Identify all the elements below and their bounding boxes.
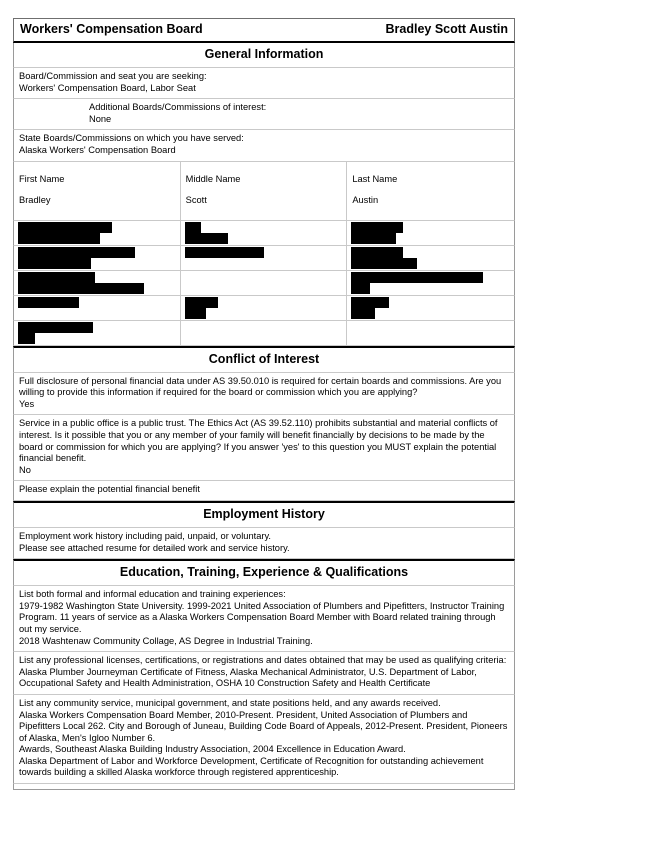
seat-seeking-value: Workers' Compensation Board, Labor Seat [19, 82, 196, 93]
additional-boards-value: None [89, 113, 112, 124]
seat-seeking-label: Board/Commission and seat you are seeking: [19, 71, 207, 81]
financial-disclosure-answer: Yes [19, 398, 35, 409]
redacted-row [13, 246, 515, 271]
middle-name-label: Middle Name [185, 173, 241, 184]
employment-history-prompt: Employment work history including paid, unpaid, or voluntary. [19, 530, 272, 541]
redacted-cell [347, 246, 514, 270]
field-community-service [13, 695, 515, 784]
redacted-personal-info-block [13, 221, 515, 346]
redacted-cell [181, 296, 348, 320]
field-additional-boards [13, 99, 515, 130]
redacted-cell [181, 221, 348, 245]
redaction-bar [18, 247, 135, 258]
first-name-label: First Name [19, 173, 65, 184]
form-bottom-edge [13, 784, 515, 790]
redacted-row [13, 271, 515, 296]
redaction-bar [185, 247, 264, 258]
last-name-label: Last Name [352, 173, 398, 184]
financial-disclosure-question: Full disclosure of personal financial data under AS 39.50.010 is required for certain boards and commissions. Are you willing to provide this information if required for the board or commission which you are applying? [19, 375, 502, 398]
field-education-training [13, 586, 515, 652]
field-seat-seeking [13, 68, 515, 99]
explain-benefit-label: Please explain the potential financial benefit [19, 484, 200, 495]
redaction-bar [18, 233, 100, 244]
redacted-row [13, 321, 515, 346]
redaction-bar [351, 308, 375, 319]
redaction-bar [18, 258, 91, 269]
first-name-value: Bradley [19, 194, 51, 205]
field-middle-name [181, 162, 348, 220]
redacted-cell [14, 296, 181, 320]
form-header [13, 18, 515, 43]
redacted-cell [347, 296, 514, 320]
field-boards-served [13, 130, 515, 161]
redacted-cell [14, 221, 181, 245]
redacted-cell [181, 246, 348, 270]
section-title-conflict-of-interest: Conflict of Interest [13, 346, 515, 373]
redaction-bar [18, 322, 93, 333]
last-name-value: Austin [352, 194, 379, 205]
redaction-bar [351, 272, 483, 283]
education-training-answer-2: 2018 Washtenaw Community Collage, AS Degree in Industrial Training. [19, 635, 313, 646]
redaction-bar [18, 283, 144, 294]
redacted-cell [14, 271, 181, 295]
boards-served-value: Alaska Workers' Compensation Board [19, 144, 176, 155]
community-service-answer-2: Awards, Southeast Alaska Building Industry Association, 2004 Excellence in Education Award. [19, 744, 406, 755]
education-training-answer-1: 1979-1982 Washington State University. 1999-2021 United Association of Plumbers and Pipefitters, Instructor Training Program. 11 years of service as a Alaska Workers Compensation Board Member with Board related training through out my service. [19, 600, 505, 634]
ethics-act-answer: No [19, 464, 31, 475]
employment-history-answer: Please see attached resume for detailed work and service history. [19, 542, 290, 553]
name-fields-row [13, 162, 515, 221]
redacted-row [13, 221, 515, 246]
redaction-bar [18, 272, 95, 283]
field-last-name [347, 162, 514, 220]
redaction-bar [185, 233, 228, 244]
redaction-bar [18, 222, 112, 233]
additional-boards-label: Additional Boards/Commissions of interest: [89, 102, 267, 113]
field-ethics-act [13, 415, 515, 481]
professional-licenses-answer: Alaska Plumber Journeyman Certificate of Fitness, Alaska Mechanical Administrator, U.S. Department of Labor, Occupational Safety and Health Administration, OSHA 10 Construction Safety and Health Certificate [19, 666, 477, 689]
field-first-name [14, 162, 181, 220]
redaction-bar [351, 247, 403, 258]
redaction-bar [185, 297, 218, 308]
redaction-bar [185, 222, 201, 233]
field-professional-licenses [13, 652, 515, 695]
redaction-bar [351, 297, 389, 308]
redacted-cell [347, 271, 514, 295]
redaction-bar [351, 283, 370, 294]
redacted-cell [347, 321, 514, 345]
field-employment-history [13, 528, 515, 559]
board-name-title: Workers' Compensation Board [20, 22, 203, 36]
redacted-cell [14, 246, 181, 270]
ethics-act-question: Service in a public office is a public trust. The Ethics Act (AS 39.52.110) prohibits substantial and material conflicts of interest. Is it possible that you or any member of your family will benefit financially by decisions to be made by the board or commission for which you are applying? If you answer 'yes' to this question you MUST explain the potential financial benefit. [19, 418, 498, 464]
redaction-bar [18, 297, 79, 308]
section-title-employment-history: Employment History [13, 501, 515, 528]
redacted-cell [181, 321, 348, 345]
redacted-cell [181, 271, 348, 295]
redacted-row [13, 296, 515, 321]
redaction-bar [351, 233, 396, 244]
boards-served-label: State Boards/Commissions on which you have served: [19, 133, 244, 144]
community-service-prompt: List any community service, municipal government, and state positions held, and any awards received. [19, 697, 441, 708]
section-title-education: Education, Training, Experience & Qualifications [13, 559, 515, 586]
redaction-bar [185, 308, 206, 319]
redacted-cell [347, 221, 514, 245]
professional-licenses-prompt: List any professional licenses, certifications, or registrations and dates obtained that may be used as qualifying criteria: [19, 655, 507, 666]
redaction-bar [351, 222, 403, 233]
applicant-name-title: Bradley Scott Austin [385, 22, 508, 36]
middle-name-value: Scott [185, 194, 207, 205]
redaction-bar [18, 333, 35, 344]
field-explain-benefit [13, 481, 515, 501]
redacted-cell [14, 321, 181, 345]
field-financial-disclosure [13, 373, 515, 416]
education-training-prompt: List both formal and informal education and training experiences: [19, 589, 286, 600]
community-service-answer-3: Alaska Department of Labor and Workforce Development, Certificate of Recognition for outstanding achievement towards building a skilled Alaska workforce through registered apprenticeship. [19, 755, 484, 778]
section-title-general-information: General Information [13, 43, 515, 68]
redaction-bar [351, 258, 417, 269]
application-form [13, 18, 515, 790]
community-service-answer-1: Alaska Workers Compensation Board Member, 2010-Present. President, United Association of Plumbers and Pipefitters Local 262. City and Borough of Juneau, Building Code Board of Appeals, 2012-Present. President, Pioneers of Alaska, Men's Igloo Number 6. [19, 709, 508, 743]
